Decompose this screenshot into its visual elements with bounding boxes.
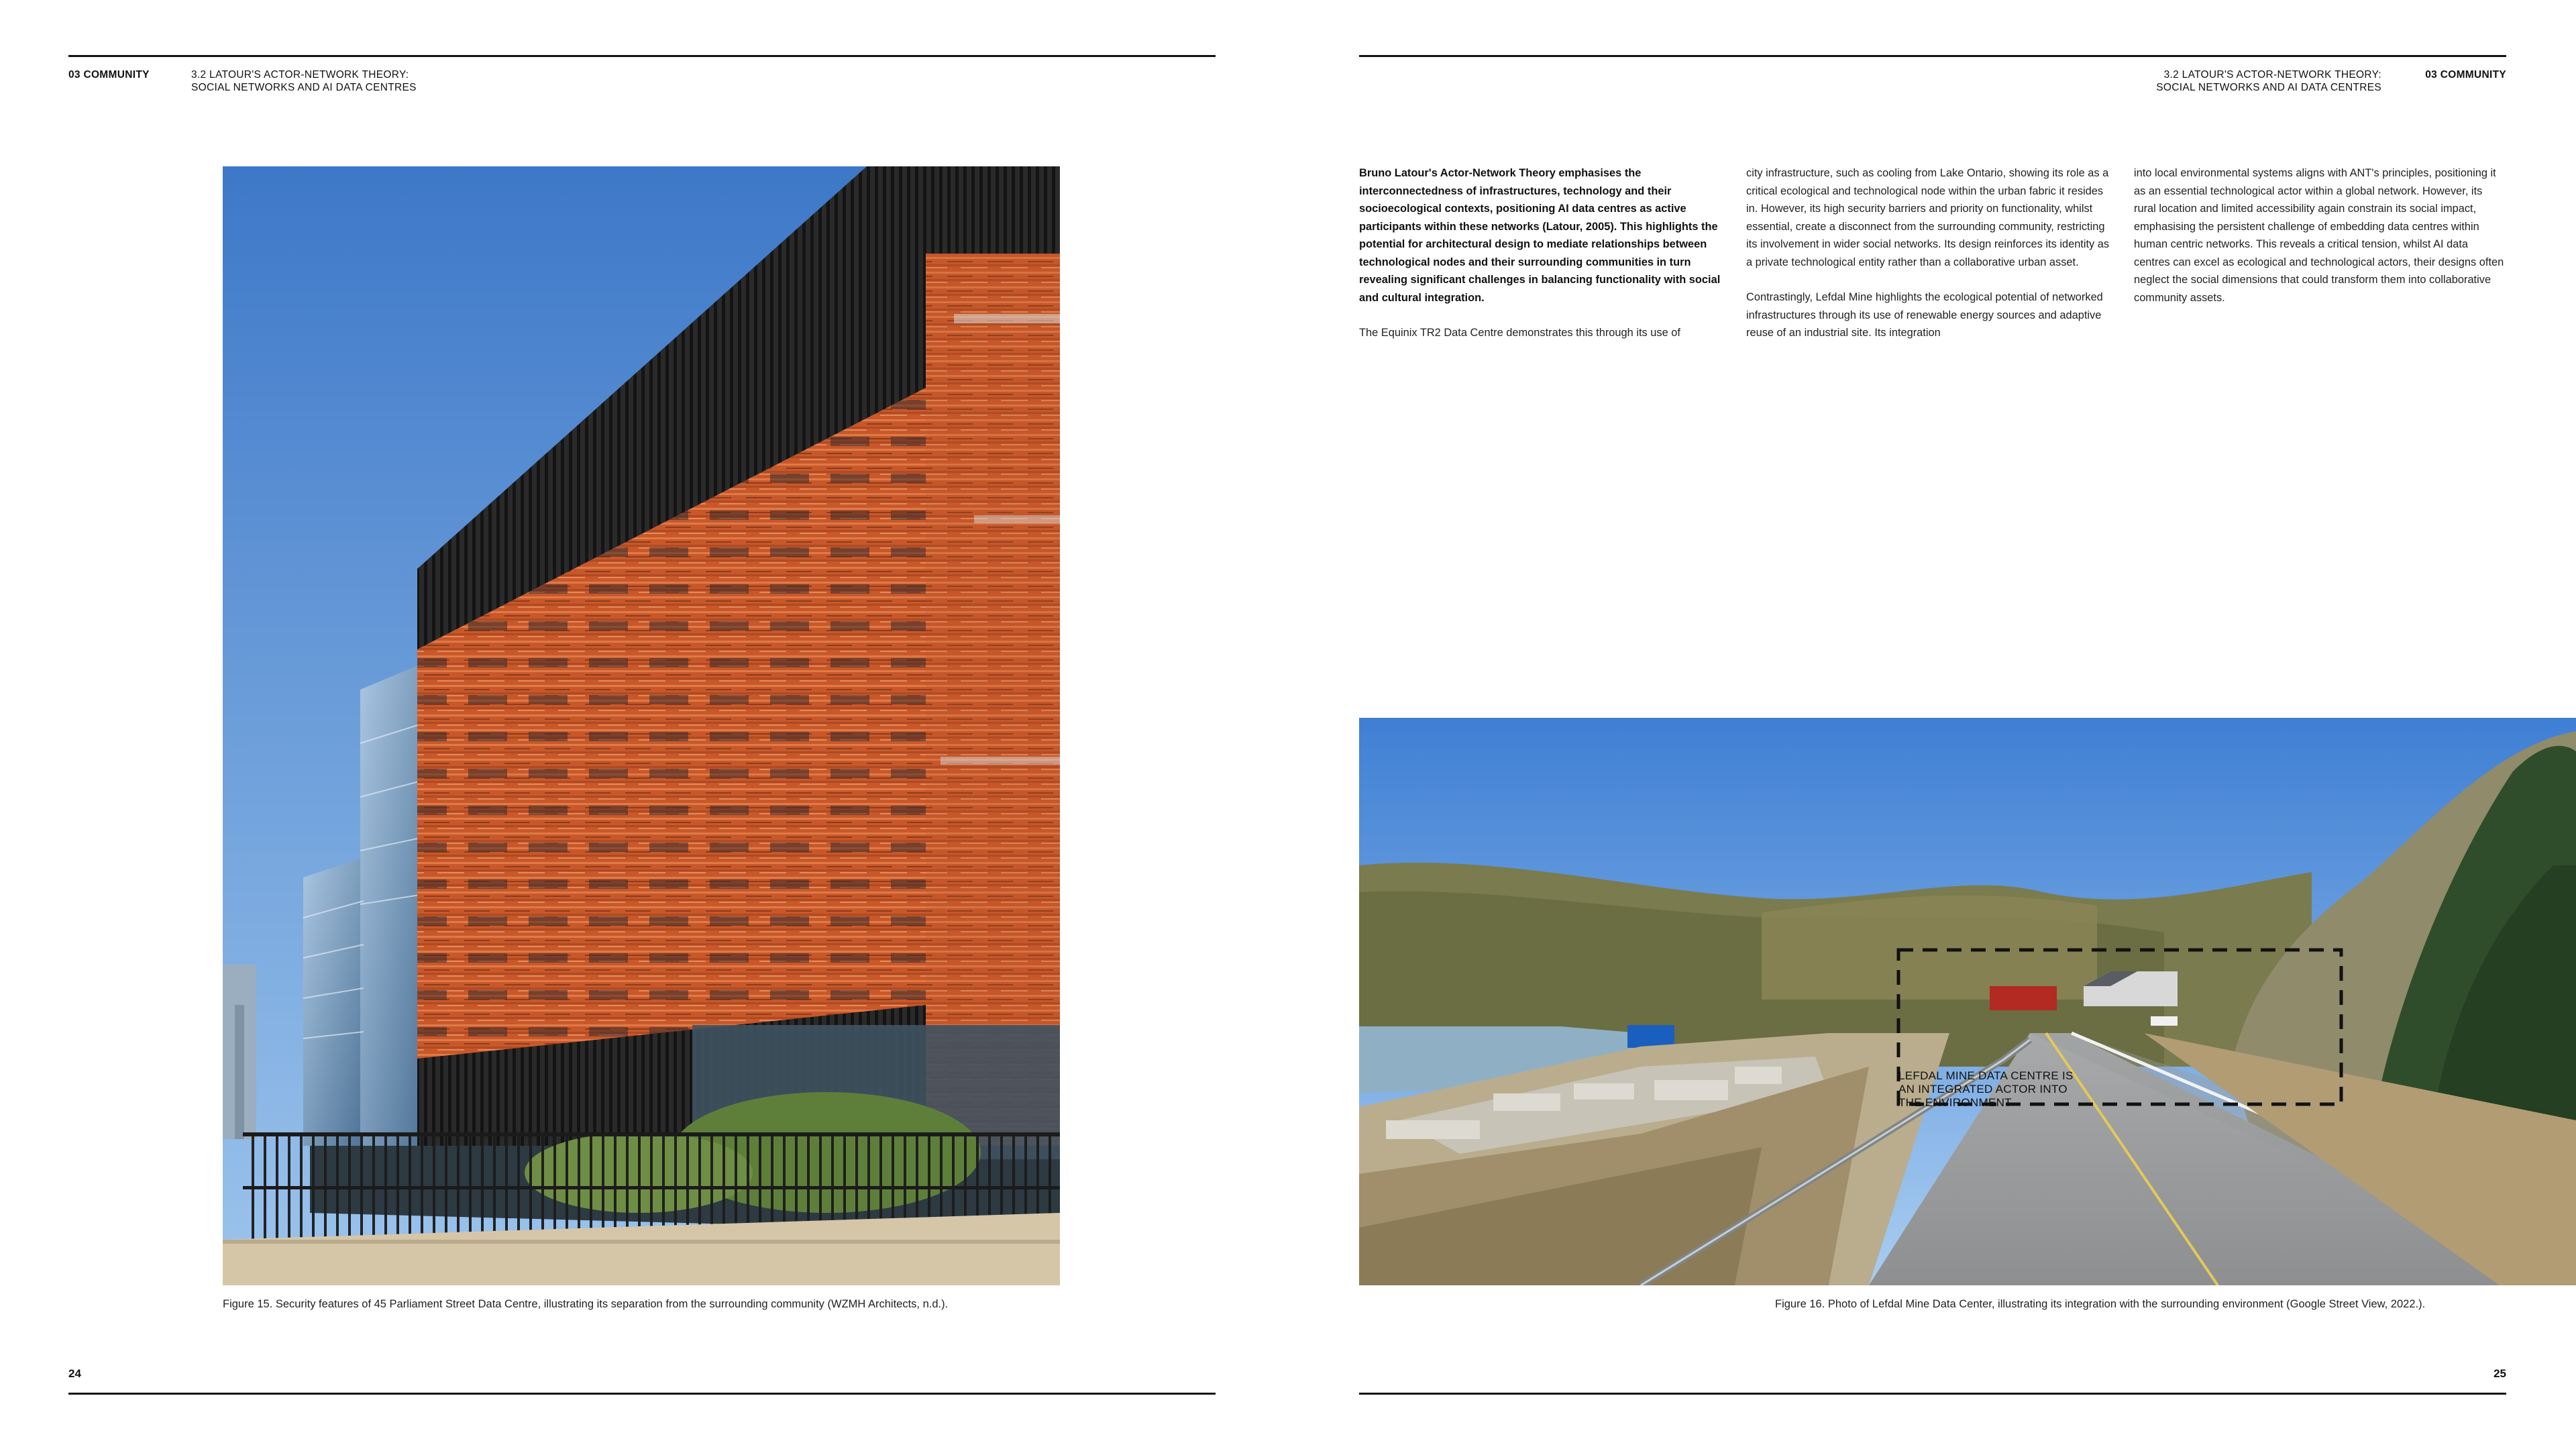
- paragraph: The Equinix TR2 Data Centre demonstrates this through its use of: [1359, 327, 1680, 339]
- bottom-rule-left: [68, 1393, 1216, 1395]
- figure-16-caption: Figure 16. Photo of Lefdal Mine Data Center, illustrating its integration with the surrounding environment (Google Street View, 2022.).: [1775, 1298, 2426, 1310]
- paragraph: Contrastingly, Lefdal Mine highlights the ecological potential of networked infrastructures through its use of renewable energy sources and adaptive reuse of an industrial site. Its integration: [1746, 291, 2103, 339]
- bottom-rule-right: [1359, 1393, 2506, 1395]
- body-column-1: [1359, 164, 1721, 360]
- top-rule-right: [1359, 55, 2506, 57]
- page-number-right: 25: [2493, 1367, 2506, 1380]
- body-column-2: [1746, 164, 2116, 360]
- lead-paragraph: Bruno Latour's Actor-Network Theory emphasises the interconnectedness of infrastructures, technology and their socioecological contexts, positioning AI data centres as active participants within these networks (Latour, 2005). This highlights the potential for architectural design to mediate relationships between technological nodes and their surrounding communities in turn revealing significant challenges in balancing functionality with social and cultural integration.: [1359, 167, 1721, 304]
- page-number-left: 24: [68, 1367, 81, 1380]
- section-label-right: 03 COMMUNITY: [2425, 69, 2506, 80]
- body-column-3: [2134, 164, 2506, 324]
- paragraph: into local environmental systems aligns with ANT's principles, positioning it as an essential technological actor within a global network. However, its rural location and limited accessibility again constrain its social impact, emphasising the persistent challenge of embedding data centres within human centric networks. This reveals a critical tension, whilst AI data centres can excel as ecological and technological actors, their designs often neglect the social dimensions that could transform them into collaborative community assets.: [2134, 167, 2504, 304]
- figure-15-building-photo: [223, 166, 1060, 1285]
- section-subtitle-right: 3.2 LATOUR'S ACTOR-NETWORK THEORY: SOCIAL NETWORKS AND AI DATA CENTRES: [2156, 69, 2381, 93]
- section-subtitle-left: 3.2 LATOUR'S ACTOR-NETWORK THEORY: SOCIAL NETWORKS AND AI DATA CENTRES: [191, 69, 417, 93]
- figure-16-annotation: LEFDAL MINE DATA CENTRE IS AN INTEGRATED ACTOR INTO THE ENVIRONMENT: [1898, 1069, 2074, 1109]
- section-label-left: 03 COMMUNITY: [68, 69, 150, 80]
- top-rule-left: [68, 55, 1216, 57]
- figure-16-landscape-photo: [1359, 718, 2576, 1285]
- figure-15-caption: Figure 15. Security features of 45 Parliament Street Data Centre, illustrating its separation from the surrounding community (WZMH Architects, n.d.).: [223, 1298, 949, 1310]
- paragraph: city infrastructure, such as cooling from Lake Ontario, showing its role as a critical ecological and technological node within the urban fabric it resides in. However, its high security barriers and priority on functionality, whilst essential, create a disconnect from the surrounding community, restricting its involvement in wider social networks. Its design reinforces its identity as a private technological entity rather than a collaborative urban asset.: [1746, 167, 2110, 268]
